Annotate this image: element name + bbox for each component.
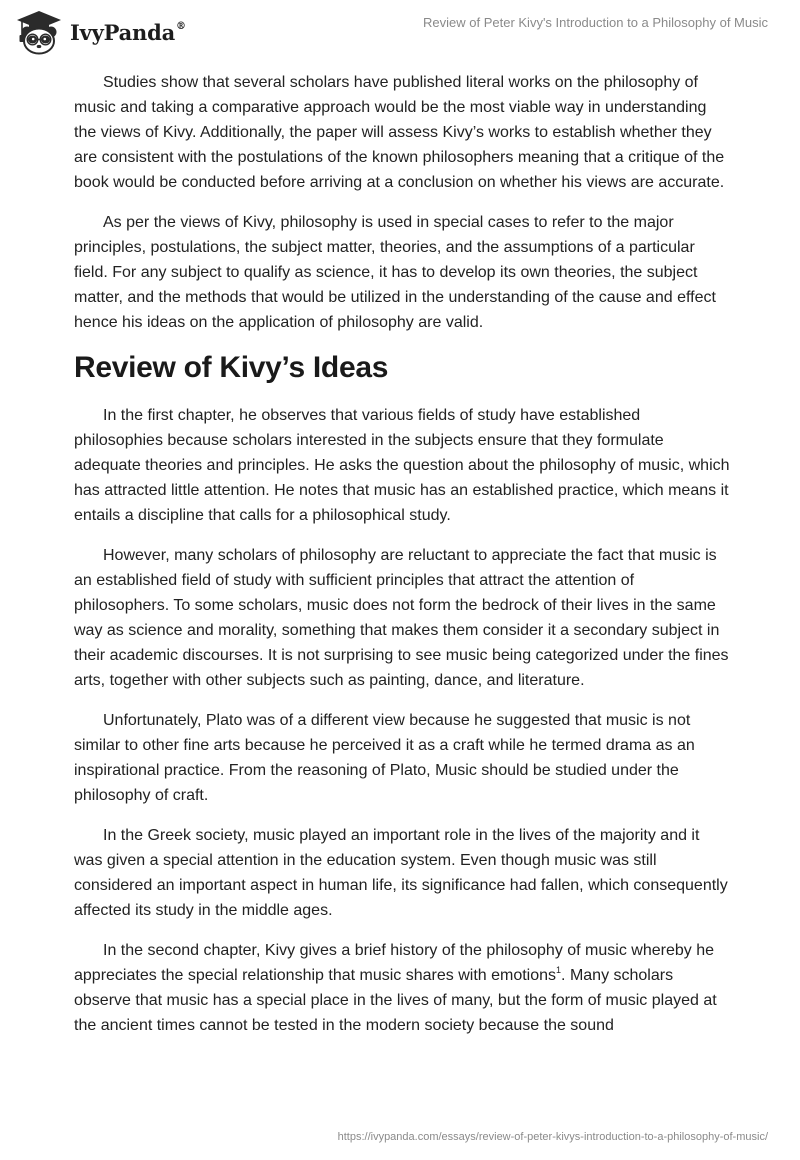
paragraph-3: In the first chapter, he observes that various fields of study have established philosophies because scholars interested in the subjects ensure that they formulate adequate theories and principles. He asks the question about the philosophy of music, which has attracted little attention. He notes that music has an established practice, which means it entails a discipline that calls for a philosophical study. bbox=[74, 407, 730, 524]
page-header bbox=[0, 0, 800, 62]
paragraph-1: Studies show that several scholars have published literal works on the philosophy of music and taking a comparative approach would be the most viable way in understanding the views of Kivy. Additionally, the paper will assess Kivy’s works to establish whether they are consistent with the postulations of the known philosophers meaning that a critique of the book would be conducted before arriving at a conclusion on whether his views are accurate. bbox=[74, 74, 725, 191]
paragraph-7 bbox=[74, 938, 730, 1038]
document-title: Review of Peter Kivy's Introduction to a Philosophy of Music bbox=[423, 15, 768, 30]
paragraph-7-text-end: . Many scholars observe that music has a special place in the lives of many, but the form of music played at the ancient times cannot be tested in the modern society because the sound bbox=[74, 967, 717, 1034]
paragraph-4: However, many scholars of philosophy are reluctant to appreciate the fact that music is an established field of study with sufficient principles that attract the attention of philosophers. To some scholars, music does not form the bedrock of their lives in the same way as science and morality, something that makes them consider it a secondary subject in their academic discourses. It is not surprising to see music being categorized under the fines arts, together with other subjects such as painting, dance, and literature. bbox=[74, 547, 729, 689]
paragraph-6: In the Greek society, music played an important role in the lives of the majority and it was given a special attention in the education system. Even though music was still considered an important aspect in human life, its significance had fallen, which consequently affected its study in the middle ages. bbox=[74, 827, 728, 919]
brand-name: IvyPanda® bbox=[70, 19, 186, 45]
article-body bbox=[74, 70, 730, 1053]
brand-logo[interactable] bbox=[14, 9, 186, 55]
source-url[interactable]: https://ivypanda.com/essays/review-of-peter-kivys-introduction-to-a-philosophy-of-music/ bbox=[337, 1131, 768, 1143]
paragraph-5: Unfortunately, Plato was of a different view because he suggested that music is not similar to other fine arts because he perceived it as a craft while he termed drama as an inspirational practice. From the reasoning of Plato, Music should be studied under the philosophy of craft. bbox=[74, 712, 695, 804]
paragraph-7-text-start: In the second chapter, Kivy gives a brief history of the philosophy of music whereby he appreciates the special relationship that music shares with emotions bbox=[74, 942, 714, 984]
footnote-reference[interactable]: 1 bbox=[556, 965, 562, 975]
panda-graduate-icon bbox=[14, 9, 64, 55]
section-heading: Review of Kivy’s Ideas bbox=[74, 351, 389, 384]
paragraph-2: As per the views of Kivy, philosophy is used in special cases to refer to the major principles, postulations, the subject matter, theories, and the assumptions of a particular field. For any subject to qualify as science, it has to develop its own theories, the subject matter, and the methods that would be utilized in the understanding of the cause and effect hence his ideas on the application of philosophy are valid. bbox=[74, 214, 716, 331]
